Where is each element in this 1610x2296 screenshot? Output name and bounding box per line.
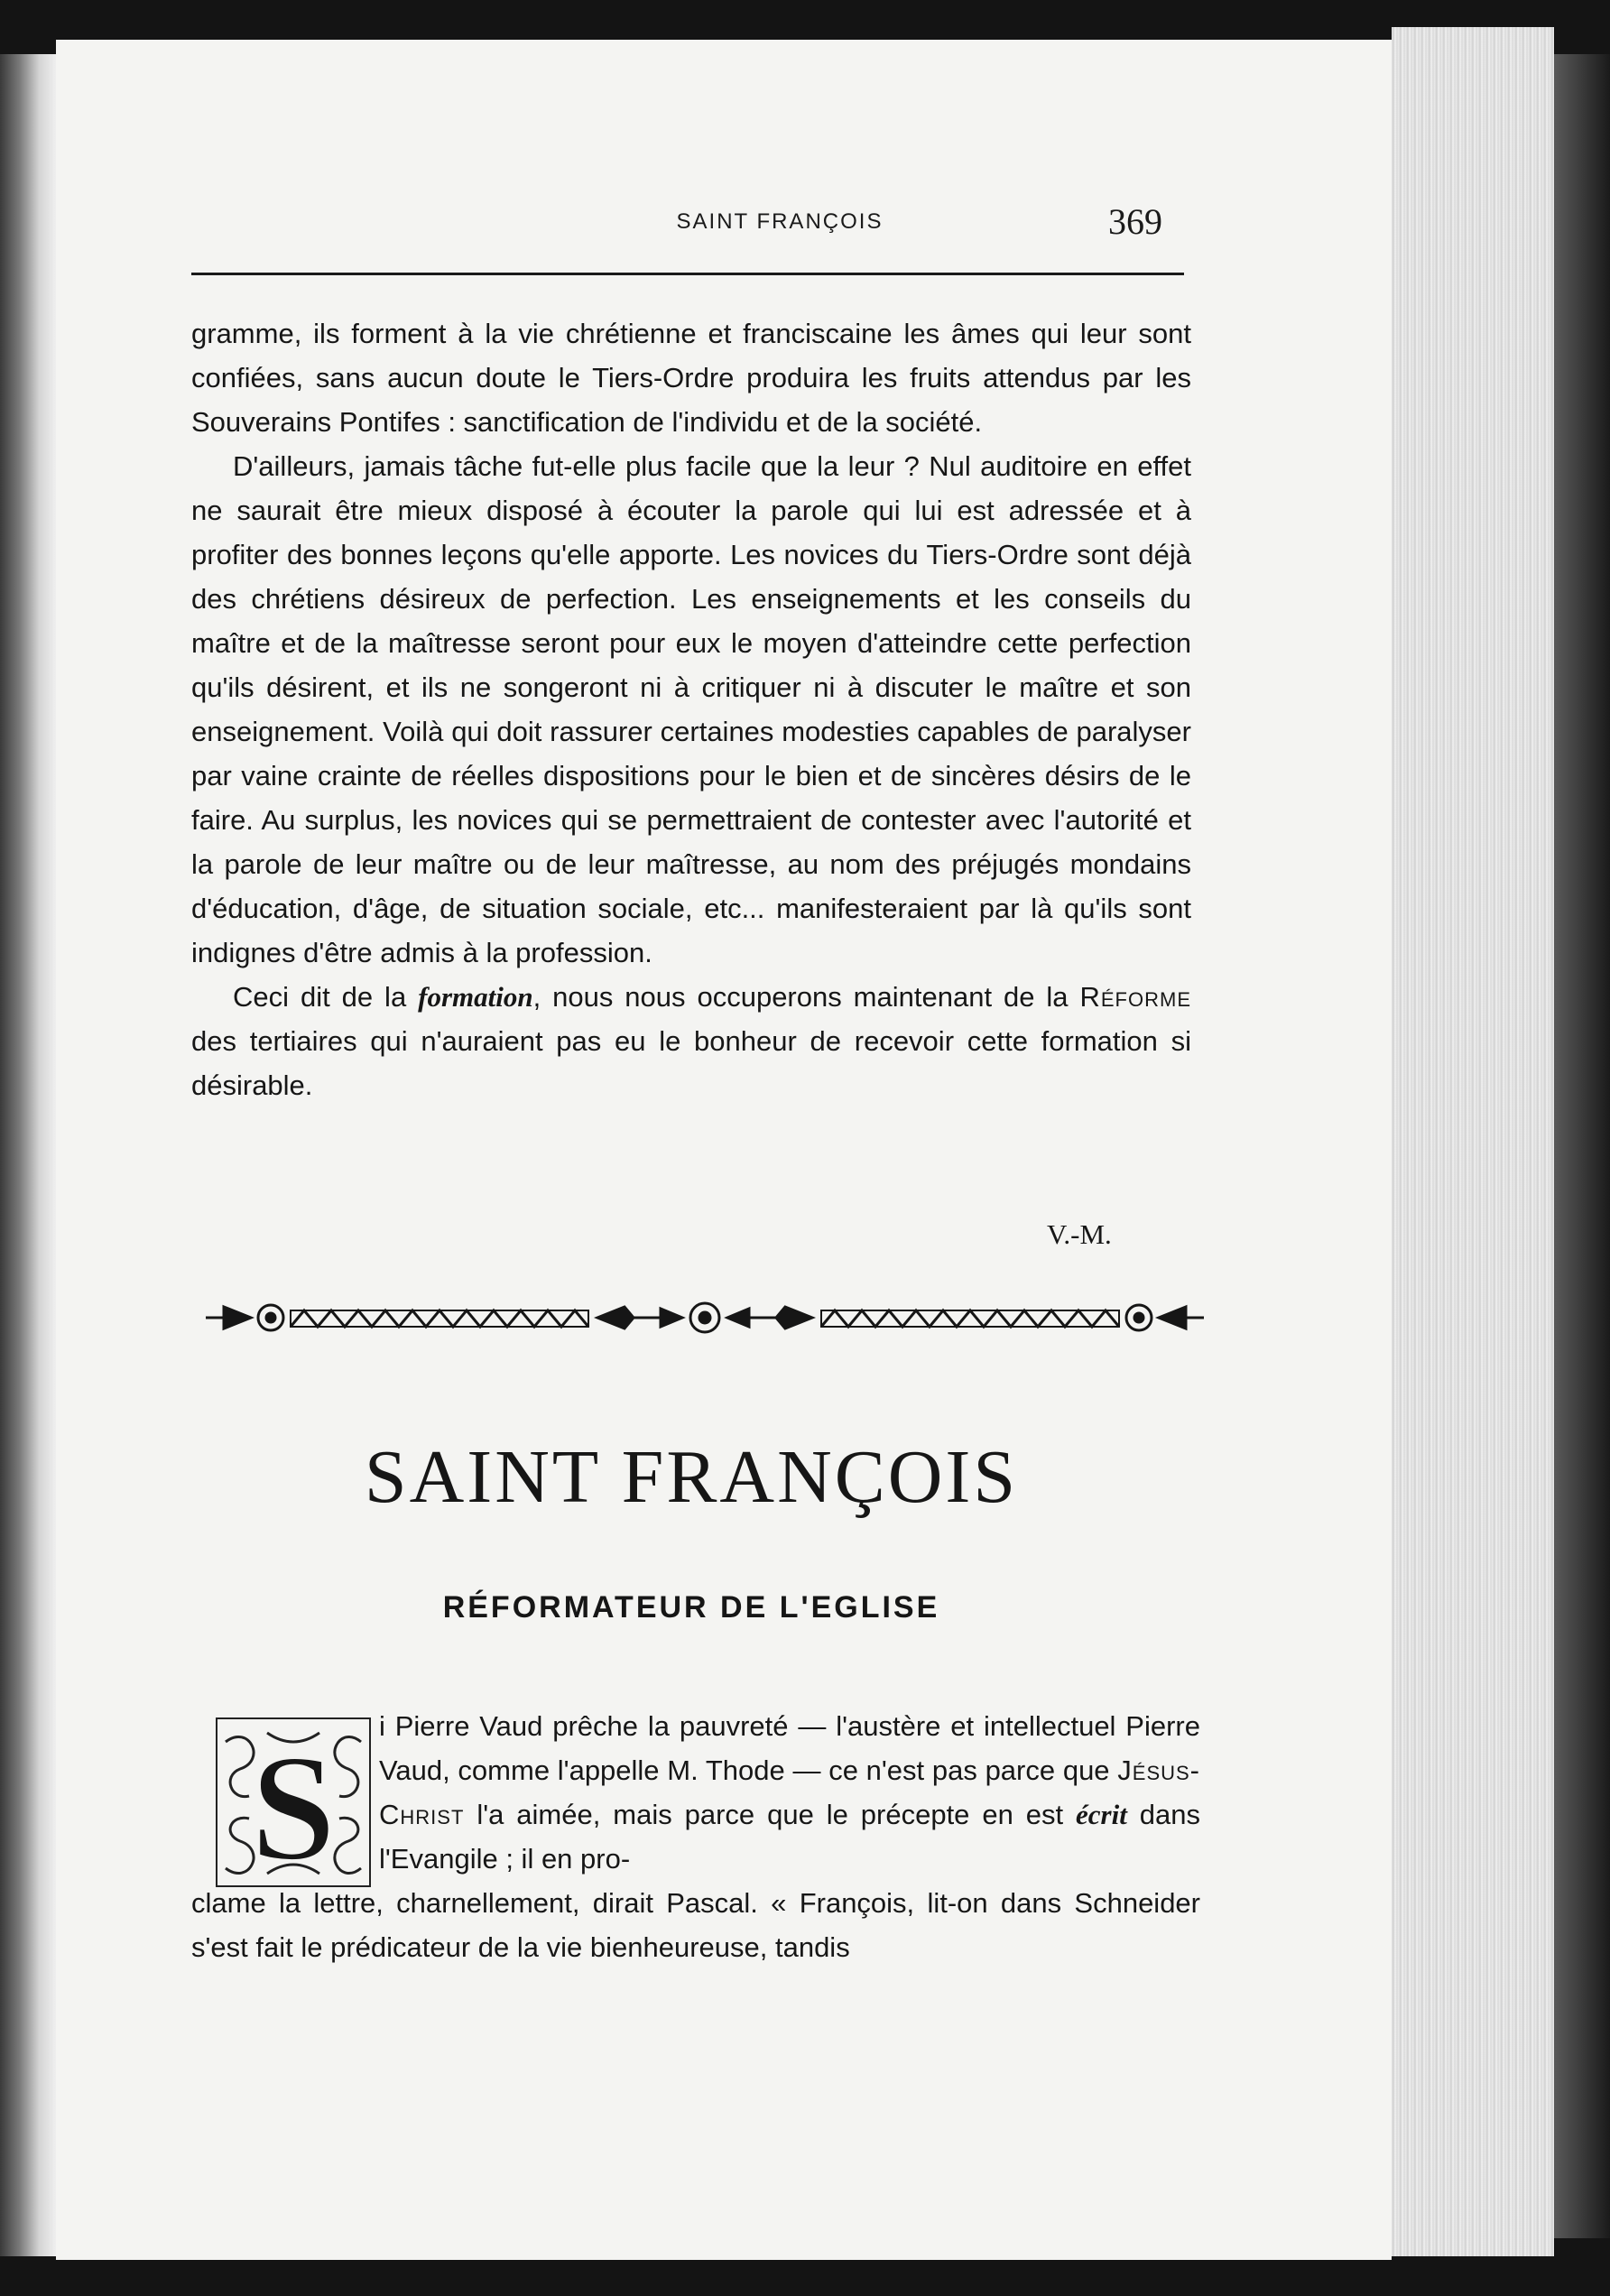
paragraph-1: gramme, ils forment à la vie chrétienne et franciscaine les âmes qui leur sont confiées, sans aucun doute le Tiers-Ordre produira les fruits attendus par les Souverains Pontifes : sanctification de l'individu et de la société. (191, 318, 1191, 438)
author-signature: V.-M. (1047, 1218, 1112, 1250)
paragraph-3: Ceci dit de la formation, nous nous occuperons maintenant de la Réforme des tertiaires qui n'auraient pas eu le bonheur de recevoir cette formation si désirable. (191, 981, 1191, 1101)
running-header (193, 209, 1186, 235)
page-number: 369 (1108, 201, 1162, 242)
book-binding (1554, 54, 1610, 2238)
dropcap-letter: S (250, 1723, 337, 1890)
emphasis-ecrit: écrit (1076, 1799, 1127, 1830)
continued-text (191, 311, 1191, 1107)
paragraph-2: D'ailleurs, jamais tâche fut-elle plus facile que la leur ? Nul auditoire en effet ne saurait être mieux disposé à écouter la parole qui lui est adressée et à profiter des bonnes leçons qu'elle apporte. Les novices du Tiers-Ordre sont déjà des chrétiens désireux de perfection. Les enseignements et les conseils du maître et de la maîtresse seront pour eux le moyen d'atteindre cette perfection qu'ils désirent, et ils ne songeront ni à critiquer ni à discuter le maître et son enseignement. Voilà qui doit rassurer certaines modesties capables de paralyser par vaine crainte de réelles dispositions pour le bien et de sincères désirs de le faire. Au surplus, les novices qui se permettraient de contester avec l'autorité et la parole de leur maître ou de leur maîtresse, au nom des préjugés mondains d'éducation, d'âge, de situation sociale, etc... manifesteraient par là qu'ils sont indignes d'être admis à la profession. (191, 450, 1191, 968)
page-stack-edges (1392, 27, 1554, 2256)
running-title: SAINT FRANÇOIS (676, 209, 884, 234)
emphasis-formation: formation (418, 981, 533, 1013)
decorative-divider (200, 1289, 1209, 1347)
dropcap-paragraph: i Pierre Vaud prêche la pauvreté — l'austère et intellectuel Pierre Vaud, comme l'appelle M. Thode — ce n'est pas parce que Jésus-Christ l'a aimée, mais parce que le précepte en est écrit dans l'Evangile ; il en pro- (379, 1710, 1200, 1875)
article-opening-text (191, 1704, 1200, 1969)
header-rule (191, 273, 1184, 275)
small-caps-reforme: Réforme (1079, 981, 1191, 1013)
chapter-title: SAINT FRANÇOIS (364, 1435, 1019, 1519)
left-page-edge (0, 54, 56, 2256)
chapter-subtitle: RÉFORMATEUR DE L'EGLISE (442, 1590, 940, 1625)
opening-paragraph-continued: clame la lettre, charnellement, dirait Pascal. « François, lit-on dans Schneider s'est fait le prédicateur de la vie bienheureuse, tandis (191, 1887, 1200, 1963)
small-caps-jesus-christ: Jésus-Christ (379, 1754, 1200, 1830)
